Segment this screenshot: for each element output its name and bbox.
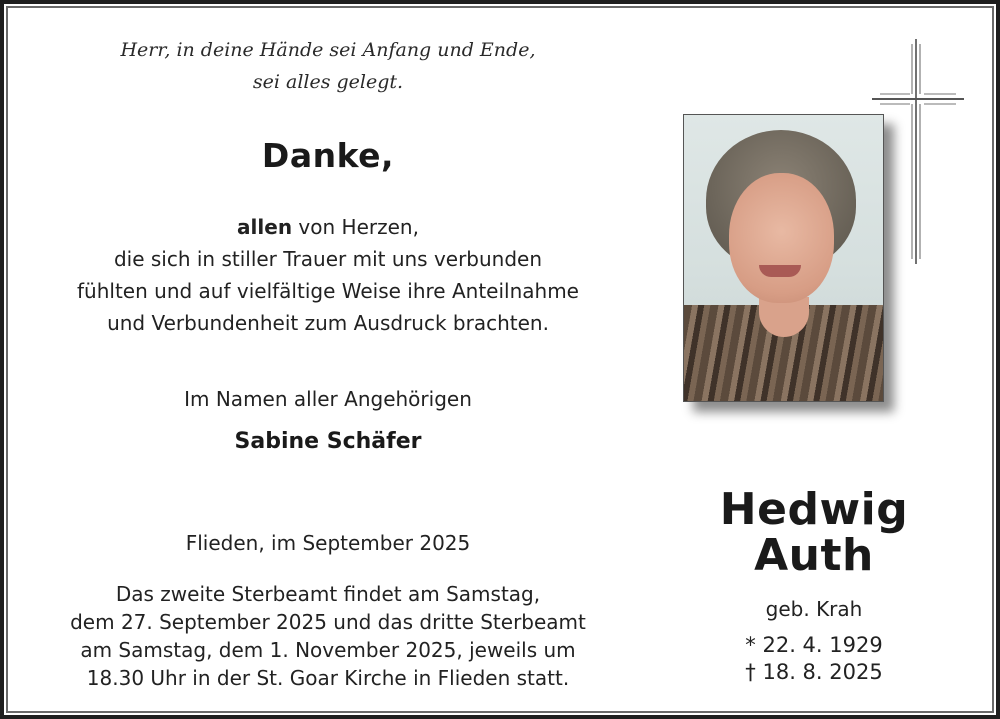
- thanks-lead: [4, 211, 652, 243]
- death-date: † 18. 8. 2025: [745, 660, 883, 684]
- photo-smile: [759, 265, 801, 277]
- motto-line-1: Herr, in deine Hände sei Anfang und Ende,: [120, 39, 536, 61]
- photo-face: [729, 173, 834, 303]
- signature-name: Sabine Schäfer: [234, 429, 422, 454]
- motto: [4, 34, 652, 98]
- deceased-name: [704, 484, 924, 581]
- life-dates: [704, 632, 924, 686]
- thanks-lead-rest: von Herzen,: [292, 215, 419, 239]
- obituary-card: [4, 4, 996, 715]
- deceased-first-name: Hedwig: [719, 484, 909, 535]
- thanks-text: [4, 211, 652, 339]
- notice-line: dem 27. September 2025 und das dritte Sterbeamt: [70, 610, 586, 634]
- motto-line-2: sei alles gelegt.: [252, 71, 404, 93]
- deceased-last-name: Auth: [754, 530, 874, 581]
- thanks-line: fühlten und auf vielfältige Weise ihre Anteilnahme: [77, 279, 579, 303]
- mass-notice: [4, 580, 652, 692]
- thanks-heading: Danke,: [261, 136, 395, 175]
- signature-intro: Im Namen aller Angehörigen: [184, 387, 472, 411]
- birth-date: * 22. 4. 1929: [745, 633, 883, 657]
- thanks-line: und Verbundenheit zum Ausdruck brachten.: [107, 311, 549, 335]
- notice-line: am Samstag, dem 1. November 2025, jeweils um: [80, 638, 576, 662]
- thanks-lead-bold: allen: [237, 215, 293, 239]
- place-date: Flieden, im September 2025: [185, 531, 471, 555]
- cross-icon: [872, 39, 964, 269]
- notice-line: Das zweite Sterbeamt findet am Samstag,: [115, 582, 541, 606]
- notice-line: 18.30 Uhr in der St. Goar Kirche in Flieden statt.: [86, 666, 570, 690]
- birth-name: geb. Krah: [765, 597, 863, 621]
- portrait-photo: [683, 114, 884, 402]
- thanks-line: die sich in stiller Trauer mit uns verbunden: [113, 247, 543, 271]
